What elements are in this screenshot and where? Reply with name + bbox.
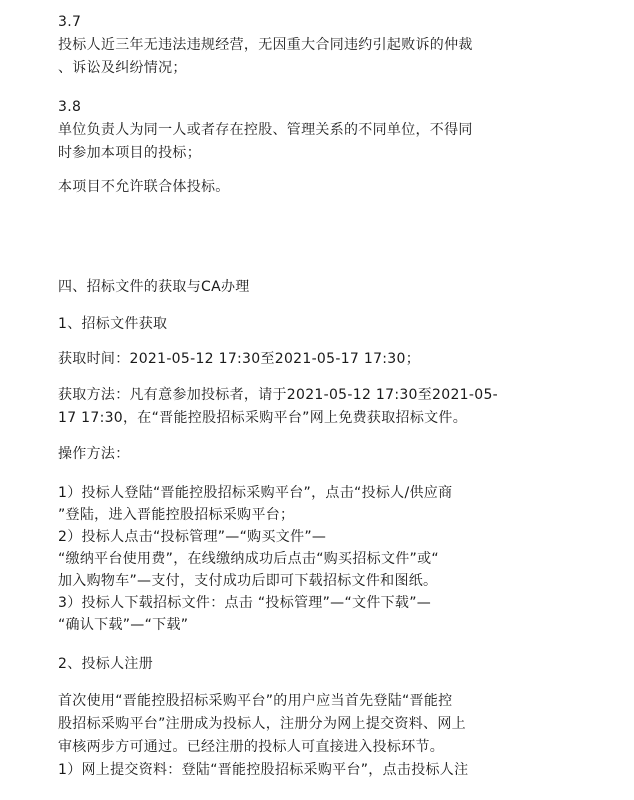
acquisition-method-line-2: 17 17:30，在“晋能控股招标采购平台”网上免费获取招标文件。 bbox=[58, 410, 468, 426]
section-number-3-8: 3.8 bbox=[58, 99, 82, 115]
operation-step-2-line-2: “缴纳平台使用费”，在线缴纳成功后点击“购买招标文件”或“ bbox=[58, 551, 439, 567]
registration-line-1: 首次使用“晋能控股招标采购平台”的用户应当首先登陆“晋能控 bbox=[58, 693, 453, 709]
subsection-1-heading: 1、招标文件获取 bbox=[58, 316, 168, 332]
operation-step-2-line-1: 2）投标人点击“投标管理”—“购买文件”— bbox=[58, 529, 327, 545]
clause-3-8-line-1: 单位负责人为同一人或者存在控股、管理关系的不同单位，不得同 bbox=[58, 122, 473, 138]
operation-heading: 操作方法： bbox=[58, 446, 130, 462]
operation-step-3-line-1: 3）投标人下载招标文件：点击 “投标管理”—“文件下载”— bbox=[58, 595, 432, 611]
acquisition-method-line-1: 获取方法：凡有意参加投标者，请于2021-05-12 17:30至2021-05- bbox=[58, 387, 499, 403]
clause-3-8-line-2: 时参加本项目的投标； bbox=[58, 145, 201, 161]
registration-line-3: 审核两步方可通过。已经注册的投标人可直接进入投标环节。 bbox=[58, 739, 445, 755]
section-4-heading: 四、招标文件的获取与CA办理 bbox=[58, 279, 250, 295]
operation-step-3-line-2: “确认下载”—“下载” bbox=[58, 617, 189, 633]
clause-3-7-line-1: 投标人近三年无违法违规经营，无因重大合同违约引起败诉的仲裁 bbox=[58, 37, 473, 53]
registration-line-4: 1）网上提交资料：登陆“晋能控股招标采购平台”，点击投标人注 bbox=[58, 762, 469, 778]
clause-3-7-line-2: 、诉讼及纠纷情况； bbox=[58, 60, 187, 76]
operation-step-2-line-3: 加入购物车”—支付，支付成功后即可下载招标文件和图纸。 bbox=[58, 573, 438, 589]
subsection-2-heading: 2、投标人注册 bbox=[58, 656, 154, 672]
operation-step-1-line-1: 1）投标人登陆“晋能控股招标采购平台”，点击“投标人/供应商 bbox=[58, 485, 453, 501]
no-consortium-note: 本项目不允许联合体投标。 bbox=[58, 179, 230, 195]
registration-line-2: 股招标采购平台”注册成为投标人，注册分为网上提交资料、网上 bbox=[58, 716, 466, 732]
operation-step-1-line-2: ”登陆，进入晋能控股招标采购平台； bbox=[58, 507, 295, 523]
acquisition-time: 获取时间：2021-05-12 17:30至2021-05-17 17:30； bbox=[58, 351, 421, 367]
section-number-3-7: 3.7 bbox=[58, 14, 82, 30]
